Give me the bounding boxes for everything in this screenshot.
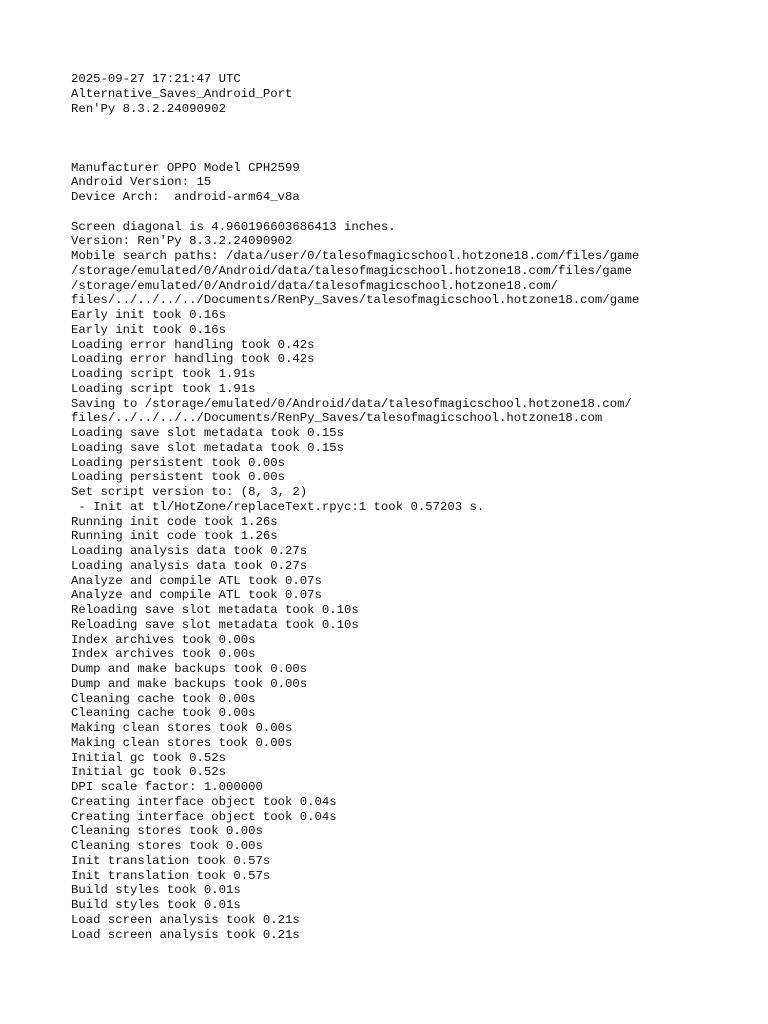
- log-line: Ren'Py 8.3.2.24090902: [71, 101, 226, 116]
- log-line: Initial gc took 0.52s: [71, 765, 226, 780]
- log-line: Manufacturer OPPO Model CPH2599: [71, 160, 300, 175]
- log-line: Initial gc took 0.52s: [71, 750, 226, 765]
- blank-line: [71, 116, 751, 131]
- log-line: Loading save slot metadata took 0.15s: [71, 426, 345, 440]
- log-line: 2025-09-27 17:21:47 UTC: [71, 72, 241, 86]
- log-line: Analyze and compile ATL took 0.07s: [71, 573, 322, 588]
- log-line: files/../../../../Documents/RenPy_Saves/talesofmagicschool.hotzone18.com: [71, 411, 603, 426]
- log-line: Load screen analysis took 0.21s: [71, 927, 300, 942]
- log-line: Loading save slot metadata took 0.15s: [71, 440, 345, 455]
- log-line: Cleaning stores took 0.00s: [71, 839, 263, 853]
- log-line: Cleaning stores took 0.00s: [71, 824, 263, 839]
- log-line: Init translation took 0.57s: [71, 868, 271, 883]
- log-line: Loading persistent took 0.00s: [71, 455, 286, 470]
- log-line: Loading script took 1.91s: [71, 367, 256, 381]
- log-line: - Init at tl/HotZone/replaceText.rpyc:1 took 0.57203 s.: [71, 499, 485, 514]
- log-line: Analyze and compile ATL took 0.07s: [71, 588, 322, 603]
- log-line: Loading analysis data took 0.27s: [71, 544, 308, 558]
- log-line: Cleaning cache took 0.00s: [71, 691, 256, 706]
- log-line: Early init took 0.16s: [71, 308, 226, 322]
- log-line: Dump and make backups took 0.00s: [71, 676, 308, 691]
- log-line: Version: Ren'Py 8.3.2.24090902: [71, 234, 293, 249]
- log-line: Making clean stores took 0.00s: [71, 735, 293, 750]
- log-line: Making clean stores took 0.00s: [71, 721, 293, 735]
- log-line: Saving to /storage/emulated/0/Android/data/talesofmagicschool.hotzone18.com/: [71, 396, 632, 411]
- log-line: Running init code took 1.26s: [71, 514, 278, 529]
- log-line: Early init took 0.16s: [71, 322, 226, 337]
- log-line: Index archives took 0.00s: [71, 632, 256, 647]
- log-line: Loading error handling took 0.42s: [71, 337, 315, 352]
- blank-line: [71, 205, 751, 220]
- log-line: Screen diagonal is 4.960196603686413 inches.: [71, 219, 396, 234]
- log-line: Creating interface object took 0.04s: [71, 794, 337, 809]
- log-line: Set script version to: (8, 3, 2): [71, 485, 308, 499]
- log-line: Cleaning cache took 0.00s: [71, 706, 256, 721]
- log-line: files/../../../../Documents/RenPy_Saves/talesofmagicschool.hotzone18.com/game: [71, 293, 640, 308]
- blank-line: [71, 131, 751, 146]
- log-line: Reloading save slot metadata took 0.10s: [71, 603, 359, 617]
- log-line: Dump and make backups took 0.00s: [71, 662, 308, 676]
- log-line: Loading error handling took 0.42s: [71, 352, 315, 367]
- blank-line: [71, 146, 751, 161]
- log-line: Alternative_Saves_Android_Port: [71, 86, 293, 101]
- log-line: Loading persistent took 0.00s: [71, 470, 286, 485]
- log-line: /storage/emulated/0/Android/data/talesofmagicschool.hotzone18.com/files/game: [71, 263, 632, 278]
- log-line: Reloading save slot metadata took 0.10s: [71, 617, 359, 632]
- log-line: Build styles took 0.01s: [71, 898, 241, 912]
- log-line: Running init code took 1.26s: [71, 529, 278, 544]
- log-line: Device Arch: android-arm64_v8a: [71, 190, 300, 204]
- log-line: Init translation took 0.57s: [71, 853, 271, 868]
- log-line: /storage/emulated/0/Android/data/talesofmagicschool.hotzone18.com/: [71, 278, 559, 293]
- log-line: Mobile search paths: /data/user/0/talesofmagicschool.hotzone18.com/files/game: [71, 249, 640, 263]
- log-line: Build styles took 0.01s: [71, 883, 241, 898]
- log-line: Load screen analysis took 0.21s: [71, 912, 300, 927]
- log-document: [71, 72, 751, 942]
- log-line: Android Version: 15: [71, 175, 212, 190]
- log-line: DPI scale factor: 1.000000: [71, 780, 263, 794]
- log-line: Loading script took 1.91s: [71, 381, 256, 396]
- log-line: Creating interface object took 0.04s: [71, 809, 337, 824]
- log-line: Index archives took 0.00s: [71, 647, 256, 662]
- log-line: Loading analysis data took 0.27s: [71, 558, 308, 573]
